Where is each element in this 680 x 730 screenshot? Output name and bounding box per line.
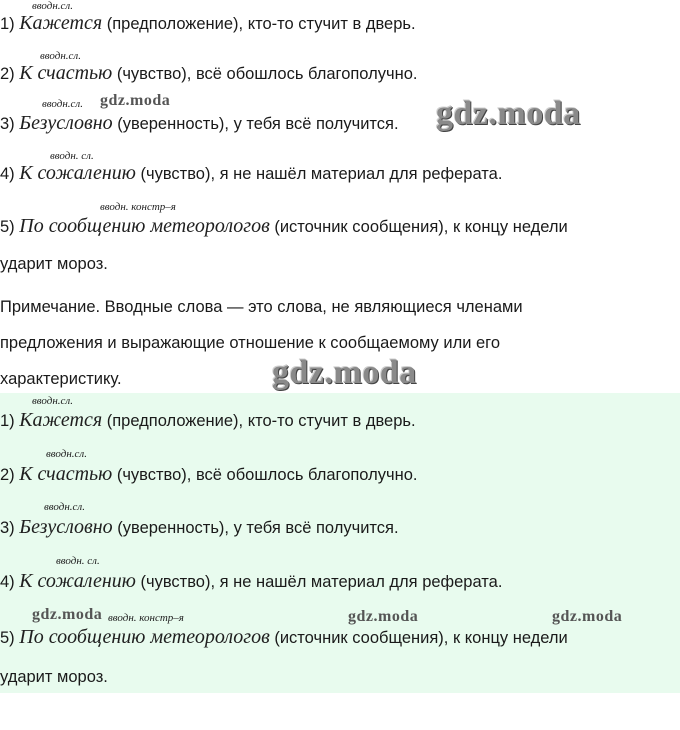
note-line: характеристику.	[0, 370, 122, 388]
sentence-number: 5)	[0, 629, 15, 647]
sentence-number: 4)	[0, 573, 15, 591]
sentence-1	[0, 13, 416, 34]
answer-sentence-1	[0, 410, 416, 431]
annotation-intro-construction: вводн. констр–я	[108, 612, 184, 624]
intro-word: Кажется	[19, 12, 103, 34]
annotation-intro-word: вводн.сл.	[40, 50, 81, 62]
sentence-rest: (чувство), всё обошлось благополучно.	[112, 65, 418, 83]
annotation-intro-word: вводн.сл.	[46, 448, 87, 460]
annotation-intro-construction: вводн. констр–я	[100, 201, 176, 213]
sentence-rest: (предположение), кто-то стучит в дверь.	[102, 15, 416, 33]
annotation-intro-word: вводн.сл.	[32, 395, 73, 407]
sentence-3	[0, 113, 399, 134]
answer-sentence-4	[0, 571, 502, 592]
note-line: Примечание. Вводные слова — это слова, не являющиеся членами	[0, 298, 523, 316]
sentence-rest: (уверенность), у тебя всё получится.	[112, 519, 399, 537]
answer-sentence-5-continuation: ударит мороз.	[0, 668, 108, 686]
intro-construction: По сообщению метеорологов	[19, 215, 270, 237]
annotation-intro-word: вводн.сл.	[44, 501, 85, 513]
answer-sentence-2	[0, 464, 417, 485]
sentence-number: 2)	[0, 65, 15, 83]
watermark: gdz.moda	[436, 95, 581, 132]
intro-word: К счастью	[19, 62, 113, 84]
annotation-intro-word: вводн. сл.	[50, 150, 94, 162]
sentence-rest: (предположение), кто-то стучит в дверь.	[102, 412, 416, 430]
annotation-intro-word: вводн. сл.	[56, 555, 100, 567]
annotation-intro-word: вводн.сл.	[42, 98, 83, 110]
answer-sentence-3	[0, 517, 399, 538]
sentence-2	[0, 63, 417, 84]
intro-word: Кажется	[19, 409, 103, 431]
sentence-rest: (чувство), я не нашёл материал для реферата.	[135, 165, 503, 183]
intro-word: Безусловно	[19, 112, 113, 134]
sentence-rest: (источник сообщения), к концу недели	[269, 218, 568, 236]
sentence-5-continuation: ударит мороз.	[0, 255, 108, 273]
intro-word: К сожалению	[19, 162, 136, 184]
watermark: gdz.moda	[272, 354, 417, 391]
sentence-number: 3)	[0, 115, 15, 133]
sentence-number: 1)	[0, 412, 15, 430]
intro-word: К счастью	[19, 463, 113, 485]
intro-word: К сожалению	[19, 570, 136, 592]
answer-sentence-5	[0, 627, 568, 648]
sentence-number: 3)	[0, 519, 15, 537]
watermark: gdz.moda	[32, 606, 103, 623]
sentence-rest: (источник сообщения), к концу недели	[269, 629, 568, 647]
sentence-rest: (уверенность), у тебя всё получится.	[112, 115, 399, 133]
sentence-number: 4)	[0, 165, 15, 183]
intro-word: Безусловно	[19, 516, 113, 538]
sentence-rest: (чувство), всё обошлось благополучно.	[112, 466, 418, 484]
watermark: gdz.moda	[348, 608, 419, 625]
sentence-number: 1)	[0, 15, 15, 33]
intro-construction: По сообщению метеорологов	[19, 626, 270, 648]
sentence-number: 5)	[0, 218, 15, 236]
answer-block	[0, 393, 680, 693]
watermark: gdz.moda	[100, 92, 171, 109]
watermark: gdz.moda	[552, 608, 623, 625]
sentence-number: 2)	[0, 466, 15, 484]
annotation-intro-word: вводн.сл.	[32, 0, 73, 12]
note-line: предложения и выражающие отношение к сообщаемому или его	[0, 334, 501, 352]
sentence-rest: (чувство), я не нашёл материал для реферата.	[135, 573, 503, 591]
sentence-4	[0, 163, 502, 184]
sentence-5	[0, 216, 568, 237]
